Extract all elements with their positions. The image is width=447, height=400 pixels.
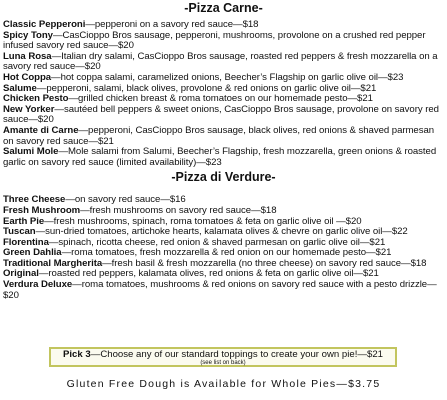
- item-name: Amante di Carne: [3, 124, 79, 136]
- menu-item: [3, 147, 443, 168]
- item-desc: —pepperoni, CasCioppo Bros sausage, black olives, red onions & shaved parmesan on savory red sauce—$21: [3, 124, 435, 147]
- pick-3-name: Pick 3: [62, 349, 91, 360]
- item-name: Green Dahlia: [3, 247, 62, 259]
- item-desc: —sautéed bell peppers & sweet onions, CasCioppo Bros sausage, provolone on savory red sauce—$20: [3, 103, 439, 126]
- item-name: Verdura Deluxe: [3, 279, 73, 291]
- pick-3-note: (see list on back): [200, 360, 246, 366]
- item-desc: —Italian dry salami, CasCioppo Bros sausage, roasted red peppers & fresh mozzarella on a savory red sauce—$20: [3, 50, 438, 73]
- item-desc: —fresh basil & fresh mozzarella (no three cheese) on savory red sauce—$18: [102, 257, 427, 269]
- item-desc: —roma tomatoes, mushrooms & red onions on savory red sauce with a pesto drizzle—$20: [3, 279, 437, 301]
- item-name: Earth Pie: [3, 215, 45, 227]
- item-desc: —spinach, ricotta cheese, red onion & shaved parmesan on garlic olive oil—$21: [48, 236, 386, 248]
- carne-list: [0, 20, 447, 168]
- pick-3-text: [51, 350, 395, 360]
- item-name: Three Cheese: [3, 194, 66, 206]
- item-desc: —grilled chicken breast & roma tomatoes on our homemade pesto—$21: [68, 93, 373, 105]
- item-name: Traditional Margherita: [3, 257, 103, 269]
- menu-item: [3, 280, 443, 301]
- item-name: Salumi Mole: [3, 146, 59, 158]
- section-title-verdure: -Pizza di Verdure-: [171, 170, 276, 185]
- item-name: Florentina: [3, 236, 49, 248]
- item-desc: —pepperoni on a savory red sauce—$18: [85, 19, 259, 30]
- menu-item: [3, 31, 443, 52]
- item-desc: —pepperoni, salami, black olives, provolone & red onions on garlic olive oil—$21: [36, 82, 377, 94]
- item-desc: —Mole salami from Salumi, Beecher’s Flagship, fresh mozzarella, green onions & roasted garlic on savory red sauce (limited availability)—$23: [3, 146, 437, 168]
- item-desc: —sun-dried tomatoes, artichoke hearts, kalamata olives & chevre on garlic olive oil—$22: [35, 226, 408, 238]
- item-desc: —on savory red sauce—$16: [65, 194, 186, 206]
- pick-3-box: [49, 347, 397, 367]
- item-desc: —hot coppa salami, caramelized onions, Beecher’s Flagship on garlic olive oil—$23: [51, 71, 404, 83]
- item-name: Hot Coppa: [3, 71, 52, 83]
- item-name: New Yorker: [3, 103, 55, 115]
- item-name: Fresh Mushroom: [3, 204, 81, 216]
- menu-item: [3, 126, 443, 147]
- menu-item: [3, 105, 443, 126]
- section-title-carne: -Pizza Carne-: [184, 1, 263, 15]
- item-desc: —roasted red peppers, kalamata olives, red onions & feta on garlic olive oil—$21: [38, 268, 379, 280]
- item-name: Spicy Tony: [3, 29, 53, 41]
- item-name: Luna Rosa: [3, 50, 52, 62]
- item-name: Chicken Pesto: [3, 93, 69, 105]
- item-desc: —roma tomatoes, fresh mozzarella & red onion on our homemade pesto—$21: [61, 247, 392, 259]
- menu-item: [3, 52, 443, 73]
- item-desc: —CasCioppo Bros sausage, pepperoni, mushrooms, provolone on a crushed red pepper infused savory red sauce—$20: [3, 29, 426, 52]
- gluten-free-note: Gluten Free Dough is Available for Whole Pies—$3.75: [66, 378, 381, 390]
- item-desc: —fresh mushrooms, spinach, roma tomatoes & feta on garlic olive oil —$20: [44, 215, 362, 227]
- item-name: Original: [3, 268, 39, 280]
- item-name: Classic Pepperoni: [3, 19, 86, 30]
- item-desc: —fresh mushrooms on savory red sauce—$18: [80, 204, 277, 216]
- item-name: Tuscan: [3, 226, 36, 238]
- verdure-list: [0, 195, 447, 301]
- item-name: Salume: [3, 82, 37, 94]
- pick-3-desc: —Choose any of our standard toppings to create your own pie!—$21: [90, 349, 383, 360]
